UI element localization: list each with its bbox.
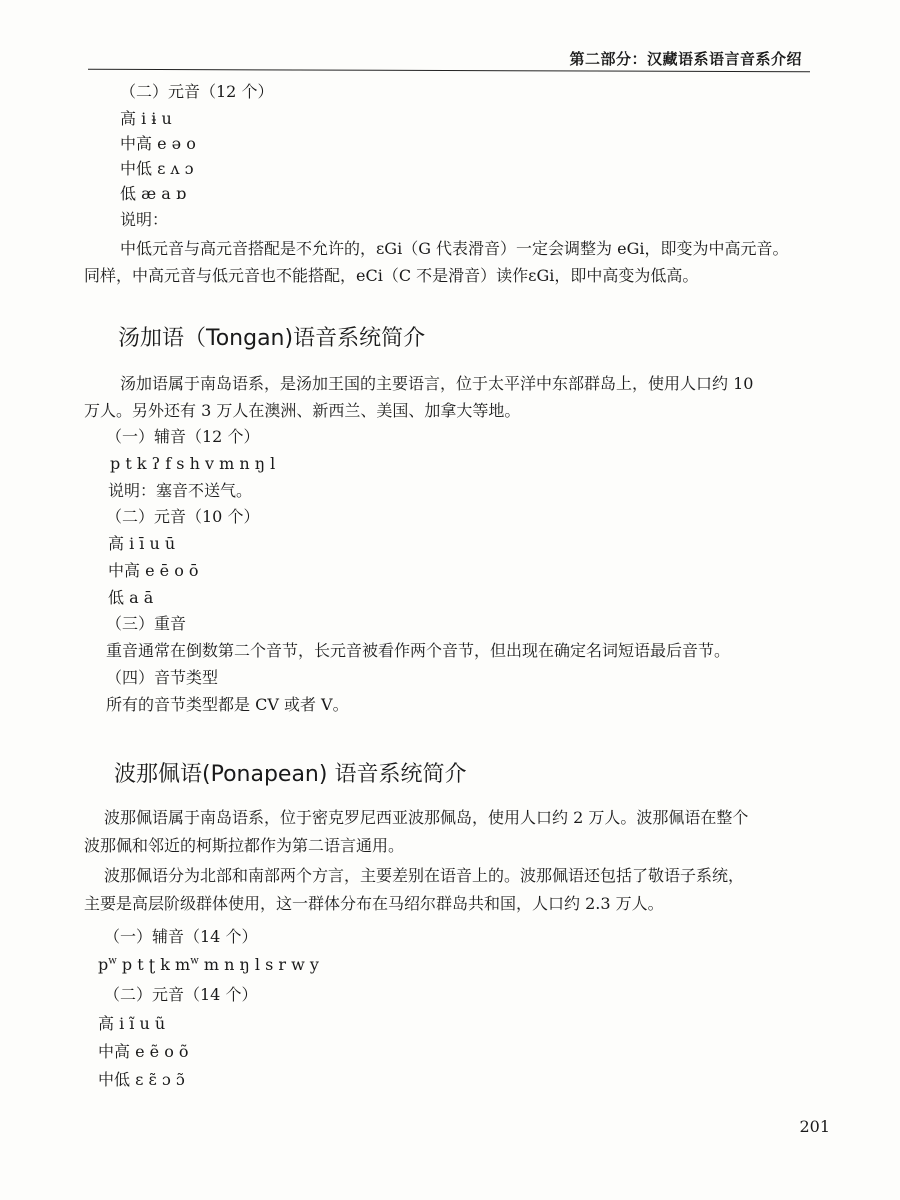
tongan-syllable-heading: （四）音节类型 [106,668,219,687]
tongan-syllable-text: 所有的音节类型都是 CV 或者 V。 [106,695,349,714]
tongan-consonant-heading: （一）辅音（12 个） [106,427,260,446]
header-rule [88,69,810,73]
ponapean-consonant-heading: （一）辅音（14 个） [104,927,258,946]
vowel-row-low: 低 æ a ɒ [120,184,187,203]
note-paragraph-1: 中低元音与高元音搭配是不允许的，ɛGi（G 代表滑音）一定会调整为 eGi，即变为中高元音。 [120,239,789,258]
tongan-vowel-heading: （二）元音（10 个） [106,507,260,526]
ponapean-intro-line-3: 波那佩语分为北部和南部两个方言，主要差别在语音上的。波那佩语还包括了敬语子系统， [104,866,745,885]
ponapean-vowel-mid-low: 中低 ɛ ɛ̃ ɔ ɔ̃ [98,1070,185,1089]
ponapean-vowel-heading: （二）元音（14 个） [104,985,258,1004]
vowel-row-mid-high: 中高 e ə o [120,134,196,153]
ponapean-vowel-high: 高 i ĩ u ũ [98,1014,166,1033]
ponapean-consonants: $p^w$ p t ʈ k $m^w$ m n ŋ l s r w y [98,955,319,974]
ponapean-section-title: 波那佩语(Ponapean) 语音系统简介 [114,762,467,787]
tongan-intro-line-1: 汤加语属于南岛语系，是汤加王国的主要语言，位于太平洋中东部群岛上，使用人口约 10 [120,374,754,393]
tongan-intro-line-2: 万人。另外还有 3 万人在澳洲、新西兰、美国、加拿大等地。 [84,401,521,420]
page-number: 201 [799,1117,830,1136]
tongan-vowel-high: 高 i ī u ū [108,534,176,553]
ponapean-intro-line-1: 波那佩语属于南岛语系，位于密克罗尼西亚波那佩岛，使用人口约 2 万人。波那佩语在整个 [104,808,749,827]
tongan-vowel-low: 低 a ā [108,588,154,607]
tongan-consonants: p t k ʔ f s h v m n ŋ l [110,454,276,473]
ponapean-intro-line-4: 主要是高层阶级群体使用，这一群体分布在马绍尔群岛共和国，人口约 2.3 万人。 [84,894,664,913]
vowel-subheading: （二）元音（12 个） [120,82,274,101]
running-header-title: 第二部分：汉藏语系语言音系介绍 [569,50,802,68]
tongan-stress-heading: （三）重音 [106,614,187,633]
ponapean-vowel-mid-high: 中高 e ẽ o õ [98,1042,189,1061]
tongan-consonant-note: 说明：塞音不送气。 [108,481,253,500]
tongan-stress-text: 重音通常在倒数第二个音节，长元音被看作两个音节，但出现在确定名词短语最后音节。 [106,641,731,660]
vowel-row-high: 高 i ɨ u [120,109,172,128]
tongan-vowel-mid-high: 中高 e ē o ō [108,561,199,580]
tongan-section-title: 汤加语（Tongan)语音系统简介 [118,326,426,351]
note-label: 说明： [120,210,169,229]
vowel-row-mid-low: 中低 ɛ ʌ ɔ [120,159,194,178]
ponapean-intro-line-2: 波那佩和邻近的柯斯拉都作为第二语言通用。 [84,836,405,855]
note-paragraph-2: 同样，中高元音与低元音也不能搭配，eCi（C 不是滑音）读作ɛGi，即中高变为低高。 [84,266,699,285]
